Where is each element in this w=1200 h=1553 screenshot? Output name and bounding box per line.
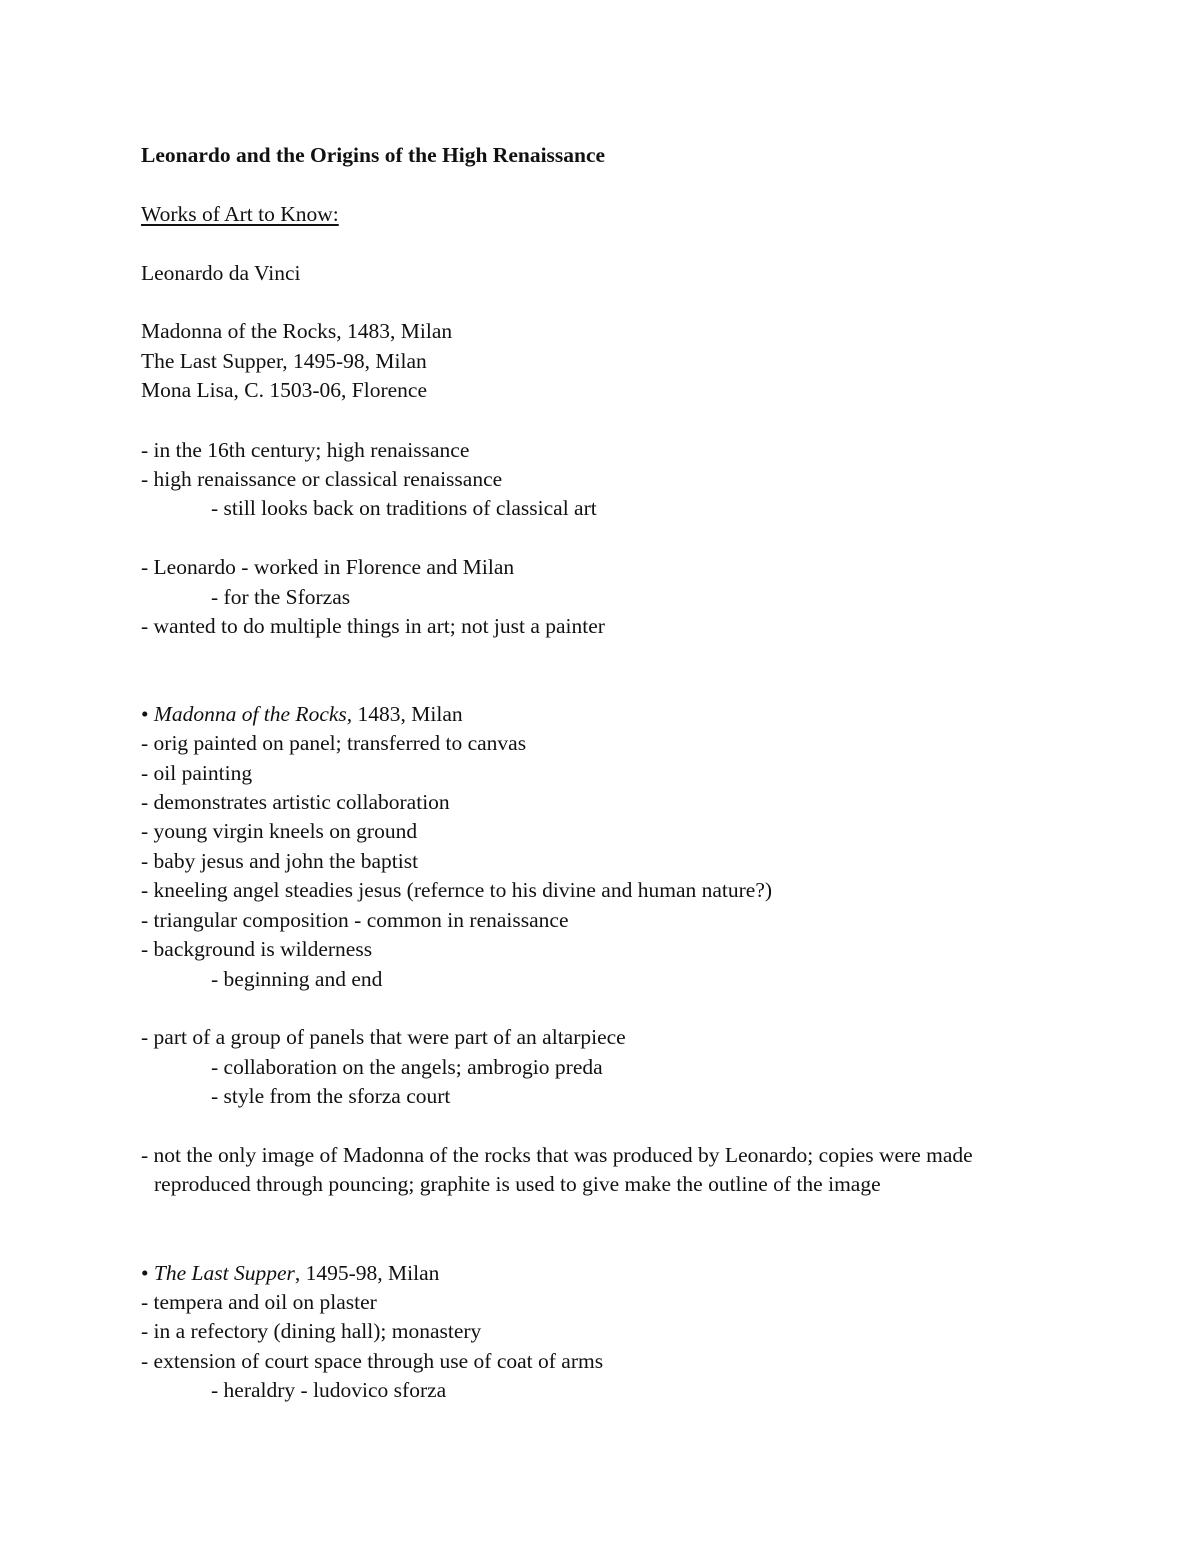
document-page	[141, 0, 1141, 1553]
section-heading-madonna	[141, 699, 463, 729]
note-line: - background is wilderness	[141, 937, 373, 961]
artist-name: Leonardo da Vinci	[141, 261, 301, 285]
work-meta: , 1495-98, Milan	[294, 1261, 440, 1285]
note-line: - extension of court space through use of coat of arms	[141, 1349, 604, 1373]
work-title: Madonna of the Rocks,	[153, 702, 353, 726]
note-subline: - beginning and end	[211, 967, 383, 991]
note-line: - oil painting	[141, 761, 253, 785]
work-meta: 1483, Milan	[352, 702, 463, 726]
note-line: - young virgin kneels on ground	[141, 819, 418, 843]
note-line: - part of a group of panels that were part of an altarpiece	[141, 1025, 626, 1049]
note-line: - in a refectory (dining hall); monastery	[141, 1319, 482, 1343]
work-item: The Last Supper, 1495-98, Milan	[141, 349, 427, 373]
note-subline: - collaboration on the angels; ambrogio preda	[211, 1055, 603, 1079]
work-title: The Last Supper	[153, 1261, 295, 1285]
work-item: Mona Lisa, C. 1503-06, Florence	[141, 378, 428, 402]
section-heading-last-supper	[141, 1258, 439, 1288]
note-line: - baby jesus and john the baptist	[141, 849, 419, 873]
note-line: - Leonardo - worked in Florence and Milan	[141, 555, 515, 579]
note-continuation: reproduced through pouncing; graphite is used to give make the outline of the image	[154, 1172, 881, 1196]
bullet: •	[141, 702, 149, 726]
note-line: - kneeling angel steadies jesus (refernce to his divine and human nature?)	[141, 878, 773, 902]
note-line: - tempera and oil on plaster	[141, 1290, 377, 1314]
note-line: - not the only image of Madonna of the rocks that was produced by Leonardo; copies were made	[141, 1143, 973, 1167]
document-title: Leonardo and the Origins of the High Renaissance	[141, 143, 606, 167]
note-subline: - style from the sforza court	[211, 1084, 451, 1108]
note-line: - triangular composition - common in renaissance	[141, 908, 569, 932]
note-line: - orig painted on panel; transferred to canvas	[141, 731, 527, 755]
note-subline: - still looks back on traditions of classical art	[211, 496, 597, 520]
note-line: - wanted to do multiple things in art; not just a painter	[141, 614, 605, 638]
note-line: - in the 16th century; high renaissance	[141, 438, 470, 462]
note-subline: - heraldry - ludovico sforza	[211, 1378, 447, 1402]
work-item: Madonna of the Rocks, 1483, Milan	[141, 319, 453, 343]
bullet: •	[141, 1261, 149, 1285]
note-subline: - for the Sforzas	[211, 585, 351, 609]
note-line: - high renaissance or classical renaissance	[141, 467, 503, 491]
works-heading: Works of Art to Know:	[141, 202, 339, 226]
note-line: - demonstrates artistic collaboration	[141, 790, 450, 814]
